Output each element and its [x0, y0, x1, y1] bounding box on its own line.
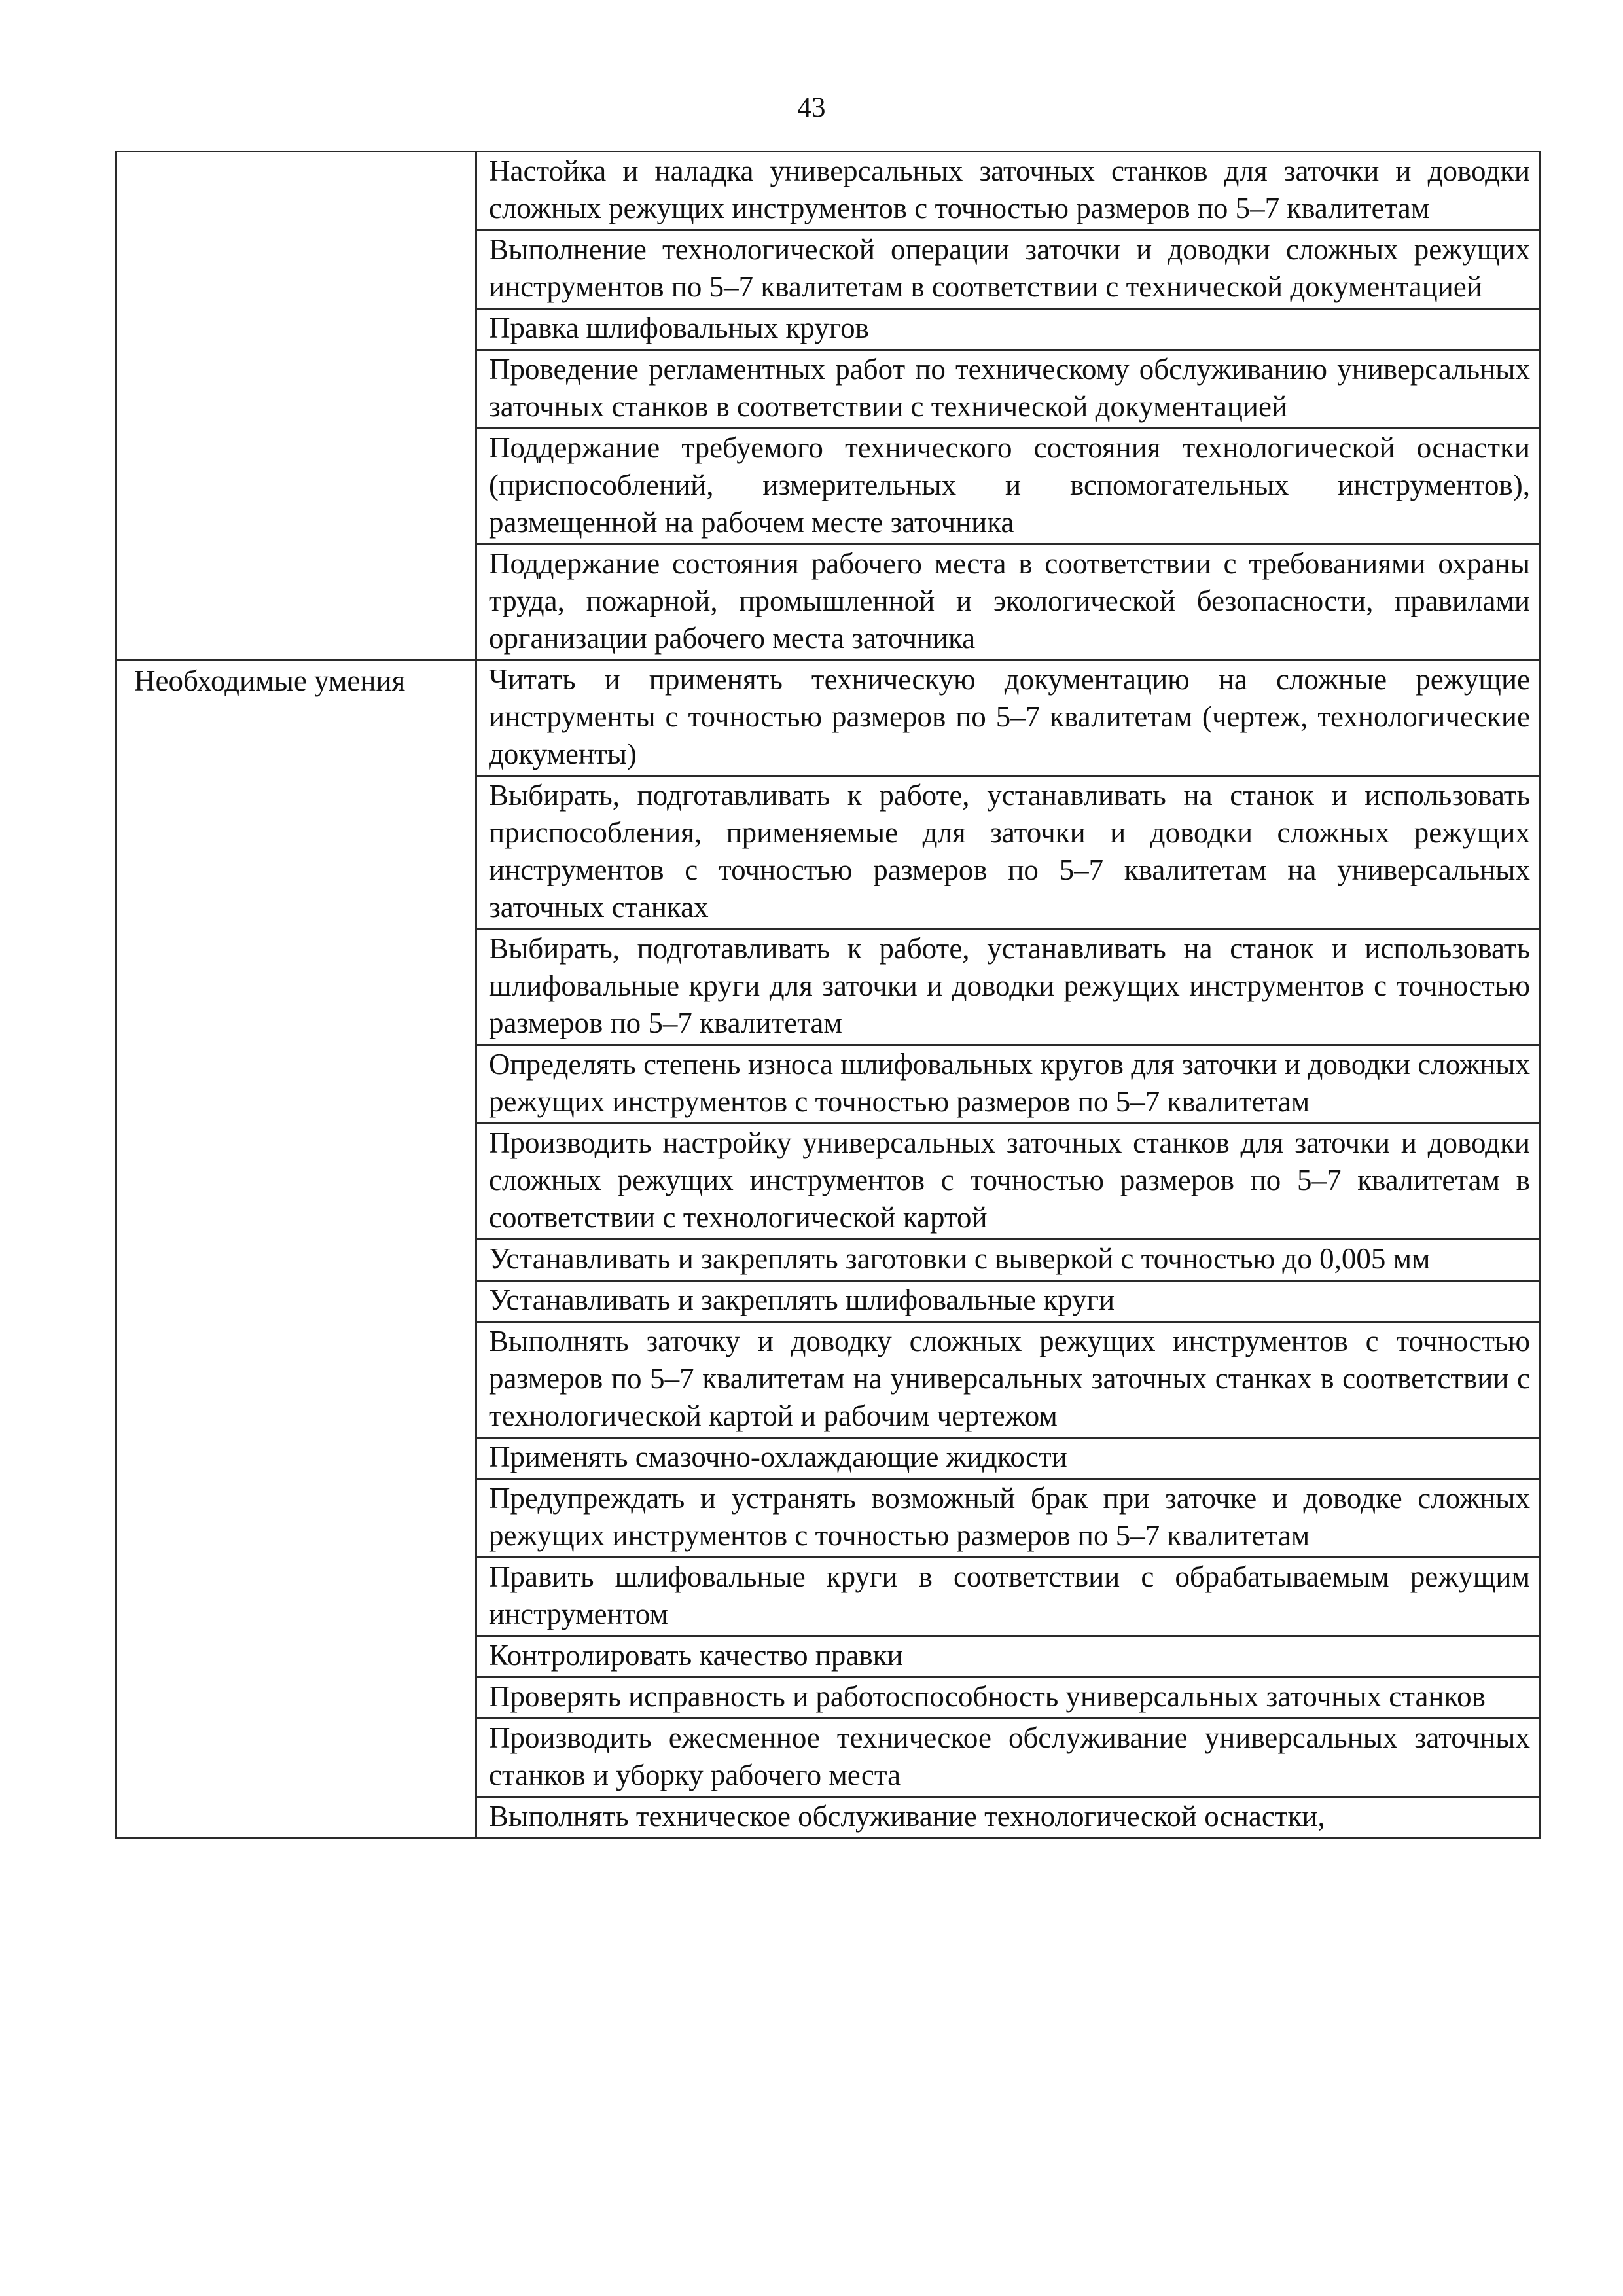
table-cell: Производить ежесменное техническое обслуживание универсальных заточных станков и уборку рабочего места — [476, 1719, 1541, 1797]
table-cell: Производить настройку универсальных заточных станков для заточки и доводки сложных режущих инструментов с точностью размеров по 5–7 квалитетам в соответствии с технологической картой — [476, 1124, 1541, 1240]
table-cell: Применять смазочно-охлаждающие жидкости — [476, 1438, 1541, 1479]
table-row — [116, 152, 1541, 230]
table-cell: Контролировать качество правки — [476, 1636, 1541, 1677]
table-cell: Поддержание состояния рабочего места в соответствии с требованиями охраны труда, пожарной, промышленной и экологической безопасности, правилами организации рабочего места заточника — [476, 545, 1541, 660]
table-cell: Выбирать, подготавливать к работе, устанавливать на станок и использовать приспособления, применяемые для заточки и доводки сложных режущих инструментов с точностью размеров по 5–7 квалитетам на универсальных заточных станках — [476, 776, 1541, 929]
table-cell: Выполнение технологической операции заточки и доводки сложных режущих инструментов по 5–7 квалитетам в соответствии с технической документацией — [476, 230, 1541, 309]
table-cell: Выполнять техническое обслуживание технологической оснастки, — [476, 1797, 1541, 1839]
table-cell: Настойка и наладка универсальных заточных станков для заточки и доводки сложных режущих инструментов с точностью размеров по 5–7 квалитетам — [476, 152, 1541, 230]
row-label-skills: Необходимые умения — [116, 660, 476, 1839]
page-number: 43 — [797, 92, 826, 123]
table-cell: Устанавливать и закреплять шлифовальные круги — [476, 1281, 1541, 1322]
requirements-table — [115, 151, 1541, 1839]
table-row — [116, 660, 1541, 776]
table-cell: Править шлифовальные круги в соответствии с обрабатываемым режущим инструментом — [476, 1558, 1541, 1636]
table-cell: Выполнять заточку и доводку сложных режущих инструментов с точностью размеров по 5–7 квалитетам на универсальных заточных станках в соответствии с технологической картой и рабочим чертежом — [476, 1322, 1541, 1438]
table-cell: Читать и применять техническую документацию на сложные режущие инструменты с точностью размеров по 5–7 квалитетам (чертеж, технологические документы) — [476, 660, 1541, 776]
table-cell: Проведение регламентных работ по техническому обслуживанию универсальных заточных станков в соответствии с технической документацией — [476, 350, 1541, 429]
table-cell: Правка шлифовальных кругов — [476, 309, 1541, 350]
table-cell: Выбирать, подготавливать к работе, устанавливать на станок и использовать шлифовальные круги для заточки и доводки режущих инструментов с точностью размеров по 5–7 квалитетам — [476, 929, 1541, 1045]
table-cell: Устанавливать и закреплять заготовки с выверкой с точностью до 0,005 мм — [476, 1240, 1541, 1281]
table-cell: Проверять исправность и работоспособность универсальных заточных станков — [476, 1677, 1541, 1719]
table-cell: Предупреждать и устранять возможный брак при заточке и доводке сложных режущих инструментов с точностью размеров по 5–7 квалитетам — [476, 1479, 1541, 1558]
table-cell: Определять степень износа шлифовальных кругов для заточки и доводки сложных режущих инструментов с точностью размеров по 5–7 квалитетам — [476, 1045, 1541, 1124]
competency-table — [115, 151, 1539, 1839]
row-label-continued — [116, 152, 476, 660]
table-cell: Поддержание требуемого технического состояния технологической оснастки (приспособлений, измерительных и вспомогательных инструментов), размещенной на рабочем месте заточника — [476, 429, 1541, 545]
